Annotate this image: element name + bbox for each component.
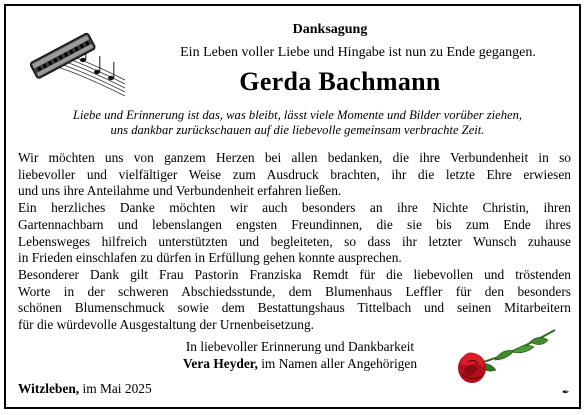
body-line: schönen Blumenschmuck sowie dem Bestattungshaus Tittelbach und seinen Mitarbeitern: [18, 300, 571, 316]
quote-line: uns dankbar zurückschauen auf die liebevolle gemeinsam verbrachte Zeit.: [110, 123, 485, 137]
pen-mark-icon: ✒: [562, 387, 570, 397]
heading: Danksagung: [292, 22, 368, 37]
red-rose-icon: [450, 318, 565, 390]
body-line: Besonderer Dank gilt Frau Pastorin Franziska Remdt für die liebevollen und tröstenden: [18, 266, 571, 282]
place: Witzleben,: [18, 381, 80, 396]
body-line: Gartennachbarn und lebenslangen engsten Freundinnen, die sie bis zum Ende ihres: [18, 216, 571, 232]
date: im Mai 2025: [79, 381, 152, 396]
body-line: und uns ihre Anteilahme und Verbundenheit erfahren ließen.: [18, 183, 342, 199]
signature-line: [150, 355, 450, 372]
subline: Ein Leben voller Liebe und Hingabe ist nun zu Ende gegangen.: [180, 45, 536, 60]
quote-line: Liebe und Erinnerung ist das, was bleibt, lässt viele Momente und Bilder vorüber ziehen,: [72, 108, 523, 122]
closing-line: In liebevoller Erinnerung und Dankbarkeit: [185, 339, 415, 354]
body-line: in Frieden einschlafen zu dürfen in Erfüllung gehen konnte ausprechen.: [18, 250, 402, 266]
body-text: [18, 150, 571, 334]
body-line: Wir möchten uns von ganzem Herzen bei allen bedanken, die ihre Verbundenheit in so: [18, 150, 571, 165]
quote: [30, 108, 565, 138]
deceased-name: Gerda Bachmann: [239, 67, 441, 96]
body-line: für die würdevolle Ausgestaltung der Urnenbeisetzung.: [18, 317, 314, 333]
body-line: Lebensweges hilfreich unterstützten und begleiteten, so dass ihr letzter Wunsch zuhause: [18, 233, 571, 249]
body-line: liebevoller und vielfältiger Weise zum Ausdruck brachten, ihr die letzte Ehre erwiesen: [18, 166, 571, 182]
body-line: Worte in der schweren Abschiedsstunde, dem Blumenhaus Leffler für den besonders: [18, 283, 571, 299]
harmonica-notes-icon: [25, 20, 130, 100]
signer-name: Vera Heyder,: [182, 356, 258, 371]
place-date: [18, 381, 152, 397]
body-line: Ein herzliches Danke möchten wir auch besonders an ihre Nichte Christin, ihren: [18, 200, 571, 216]
closing: [150, 338, 450, 372]
signer-rest: im Namen aller Angehörigen: [257, 356, 418, 371]
